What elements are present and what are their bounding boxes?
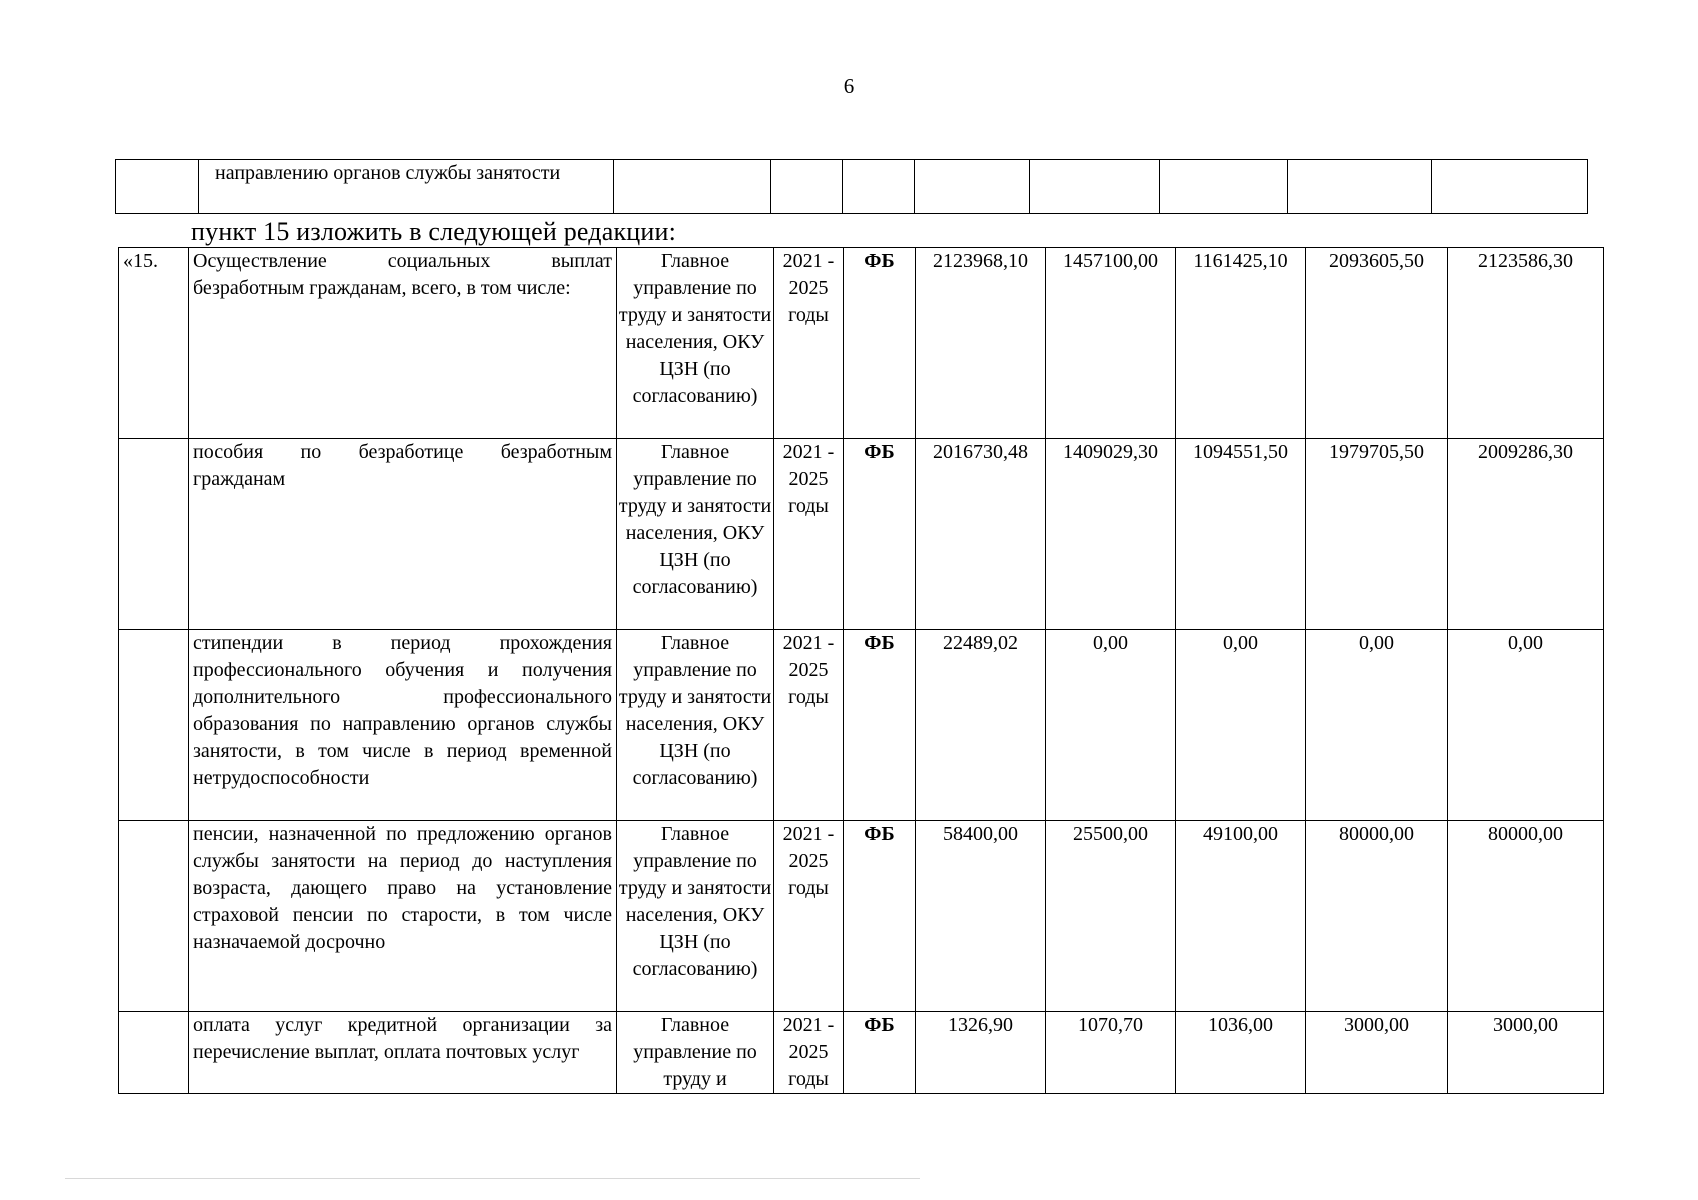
previous-table-fragment bbox=[115, 159, 1588, 214]
page-number: 6 bbox=[843, 74, 855, 98]
table-row bbox=[119, 439, 1604, 630]
amount-cell: 2123968,10 bbox=[916, 248, 1046, 439]
row-number bbox=[119, 630, 189, 821]
row-number bbox=[119, 821, 189, 1012]
value-cell bbox=[1432, 160, 1588, 214]
table-row bbox=[119, 248, 1604, 439]
amount-cell: 25500,00 bbox=[1046, 821, 1176, 1012]
period-cell: 2021 - 2025 годы bbox=[774, 248, 844, 439]
period-cell: 2021 - 2025 годы bbox=[774, 821, 844, 1012]
amount-cell: 49100,00 bbox=[1176, 821, 1306, 1012]
amendment-intro-text: пункт 15 изложить в следующей редакции: bbox=[191, 217, 677, 246]
row-number-cell bbox=[116, 160, 199, 214]
funding-source-cell: ФБ bbox=[844, 1012, 916, 1094]
executor-cell: Главное управление по труду и bbox=[617, 1012, 774, 1094]
amount-cell: 80000,00 bbox=[1306, 821, 1448, 1012]
executor-cell: Главное управление по труду и занятости населения, ОКУ ЦЗН (по согласованию) bbox=[617, 439, 774, 630]
row-number: «15. bbox=[119, 248, 189, 439]
row-description: стипендии в период прохождения профессионального обучения и получения дополнительного профессионального образования по направлению органов службы занятости, в том числе в период временной нетрудоспособности bbox=[189, 630, 617, 821]
row-description: пособия по безработице безработным гражданам bbox=[189, 439, 617, 630]
value-cell bbox=[1030, 160, 1160, 214]
table-row bbox=[119, 630, 1604, 821]
funding-source-cell: ФБ bbox=[844, 821, 916, 1012]
value-cell bbox=[1288, 160, 1432, 214]
executor-cell: Главное управление по труду и занятости населения, ОКУ ЦЗН (по согласованию) bbox=[617, 248, 774, 439]
row-number bbox=[119, 439, 189, 630]
amount-cell: 0,00 bbox=[1176, 630, 1306, 821]
amount-cell: 22489,02 bbox=[916, 630, 1046, 821]
period-cell: 2021 - 2025 годы bbox=[774, 630, 844, 821]
executor-cell bbox=[614, 160, 771, 214]
value-cell bbox=[1160, 160, 1288, 214]
period-cell bbox=[771, 160, 843, 214]
table-row bbox=[116, 160, 1588, 214]
funding-source-cell: ФБ bbox=[844, 630, 916, 821]
amount-cell: 1326,90 bbox=[916, 1012, 1046, 1094]
scan-edge-line bbox=[65, 1178, 920, 1179]
amount-cell: 1094551,50 bbox=[1176, 439, 1306, 630]
row-description: Осуществление социальных выплат безработным гражданам, всего, в том числе: bbox=[189, 248, 617, 439]
amount-cell: 58400,00 bbox=[916, 821, 1046, 1012]
table-row bbox=[119, 1012, 1604, 1094]
row-description: оплата услуг кредитной организации за перечисление выплат, оплата почтовых услуг bbox=[189, 1012, 617, 1094]
amount-cell: 1036,00 bbox=[1176, 1012, 1306, 1094]
amount-cell: 2123586,30 bbox=[1448, 248, 1604, 439]
amount-cell: 0,00 bbox=[1448, 630, 1604, 821]
source-cell bbox=[843, 160, 915, 214]
amount-cell: 1070,70 bbox=[1046, 1012, 1176, 1094]
amount-cell: 3000,00 bbox=[1448, 1012, 1604, 1094]
row-description: направлению органов службы занятости bbox=[199, 160, 614, 214]
row-number bbox=[119, 1012, 189, 1094]
funding-source-cell: ФБ bbox=[844, 248, 916, 439]
amount-cell: 80000,00 bbox=[1448, 821, 1604, 1012]
executor-cell: Главное управление по труду и занятости населения, ОКУ ЦЗН (по согласованию) bbox=[617, 821, 774, 1012]
value-cell bbox=[915, 160, 1030, 214]
amount-cell: 0,00 bbox=[1306, 630, 1448, 821]
row-description: пенсии, назначенной по предложению органов службы занятости на период до наступления возраста, дающего право на установление страховой пенсии по старости, в том числе назначаемой досрочно bbox=[189, 821, 617, 1012]
funding-source-cell: ФБ bbox=[844, 439, 916, 630]
amount-cell: 2009286,30 bbox=[1448, 439, 1604, 630]
amount-cell: 3000,00 bbox=[1306, 1012, 1448, 1094]
financing-table bbox=[118, 247, 1604, 1094]
amount-cell: 1409029,30 bbox=[1046, 439, 1176, 630]
amount-cell: 0,00 bbox=[1046, 630, 1176, 821]
executor-cell: Главное управление по труду и занятости населения, ОКУ ЦЗН (по согласованию) bbox=[617, 630, 774, 821]
amount-cell: 1457100,00 bbox=[1046, 248, 1176, 439]
amount-cell: 1161425,10 bbox=[1176, 248, 1306, 439]
amount-cell: 2093605,50 bbox=[1306, 248, 1448, 439]
amount-cell: 2016730,48 bbox=[916, 439, 1046, 630]
period-cell: 2021 - 2025 годы bbox=[774, 439, 844, 630]
table-row bbox=[119, 821, 1604, 1012]
amount-cell: 1979705,50 bbox=[1306, 439, 1448, 630]
period-cell: 2021 - 2025 годы bbox=[774, 1012, 844, 1094]
